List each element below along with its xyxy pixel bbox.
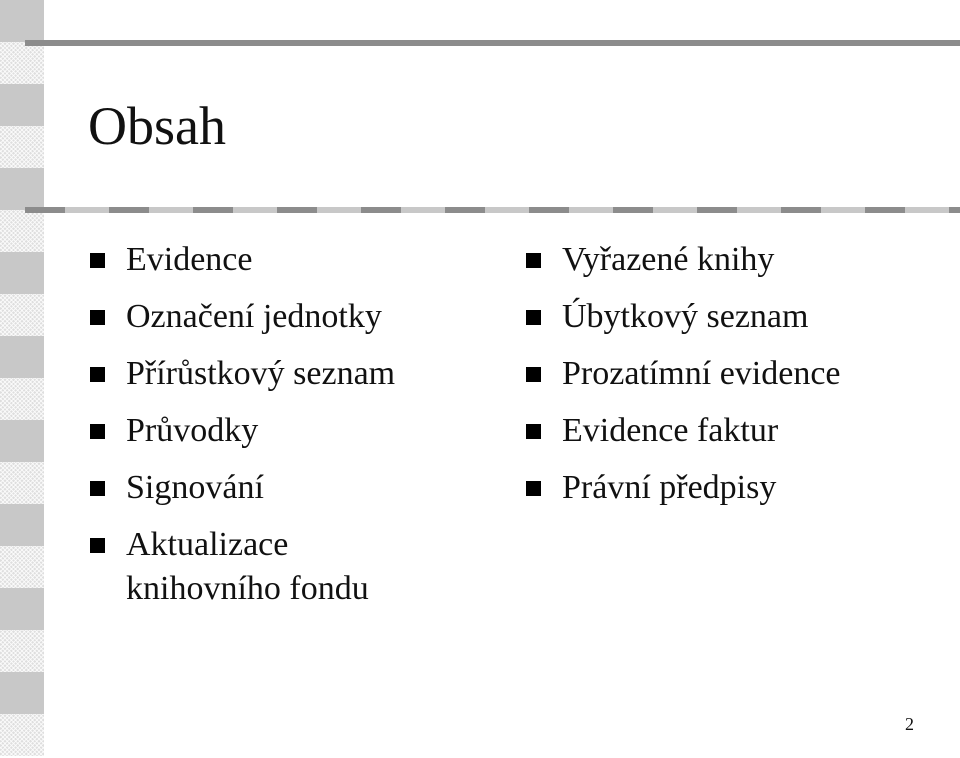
page-number: 2 xyxy=(905,714,914,734)
square-bullet-icon xyxy=(90,253,105,268)
strip-block xyxy=(0,336,44,378)
strip-block xyxy=(0,546,44,588)
list-item xyxy=(90,466,430,523)
strip-block xyxy=(0,0,44,42)
left-decorative-strip xyxy=(0,0,44,758)
list-item-label: Přírůstkový seznam xyxy=(126,355,396,392)
list-item-label: Označení jednotky xyxy=(126,298,382,335)
title-underline-rule xyxy=(25,207,960,213)
list-item-label: Prozatímní evidence xyxy=(562,355,841,392)
square-bullet-icon xyxy=(90,310,105,325)
strip-block xyxy=(0,672,44,714)
strip-block xyxy=(0,42,44,84)
list-item-label: Právní předpisy xyxy=(562,469,777,506)
list-item xyxy=(526,409,946,466)
square-bullet-icon xyxy=(90,481,105,496)
square-bullet-icon xyxy=(526,481,541,496)
list-item xyxy=(90,238,430,295)
list-item-label: Vyřazené knihy xyxy=(562,241,775,278)
square-bullet-icon xyxy=(90,538,105,553)
list-item-label: Úbytkový seznam xyxy=(562,298,809,335)
list-item xyxy=(90,523,430,611)
list-item xyxy=(526,466,946,523)
square-bullet-icon xyxy=(526,367,541,382)
right-bullet-list xyxy=(526,238,946,523)
square-bullet-icon xyxy=(526,424,541,439)
list-item xyxy=(526,352,946,409)
strip-block xyxy=(0,420,44,462)
list-item-label: Evidence xyxy=(126,241,253,278)
strip-block xyxy=(0,462,44,504)
slide-title: Obsah xyxy=(88,96,226,156)
list-item-label: Signování xyxy=(126,469,264,506)
list-item-label: Průvodky xyxy=(126,412,259,449)
strip-block xyxy=(0,84,44,126)
list-item xyxy=(90,352,430,409)
square-bullet-icon xyxy=(526,310,541,325)
strip-block xyxy=(0,588,44,630)
top-rule xyxy=(25,40,960,46)
list-item-label: Aktualizace knihovního fondu xyxy=(126,526,369,607)
square-bullet-icon xyxy=(90,367,105,382)
strip-block xyxy=(0,504,44,546)
strip-block xyxy=(0,210,44,252)
left-bullet-list xyxy=(90,238,430,611)
list-item xyxy=(90,409,430,466)
strip-block xyxy=(0,126,44,168)
strip-block xyxy=(0,630,44,672)
list-item xyxy=(526,238,946,295)
strip-block xyxy=(0,168,44,210)
strip-block xyxy=(0,378,44,420)
list-item xyxy=(90,295,430,352)
strip-block xyxy=(0,294,44,336)
square-bullet-icon xyxy=(90,424,105,439)
strip-block xyxy=(0,252,44,294)
list-item-label: Evidence faktur xyxy=(562,412,779,449)
strip-block xyxy=(0,714,44,756)
list-item xyxy=(526,295,946,352)
square-bullet-icon xyxy=(526,253,541,268)
